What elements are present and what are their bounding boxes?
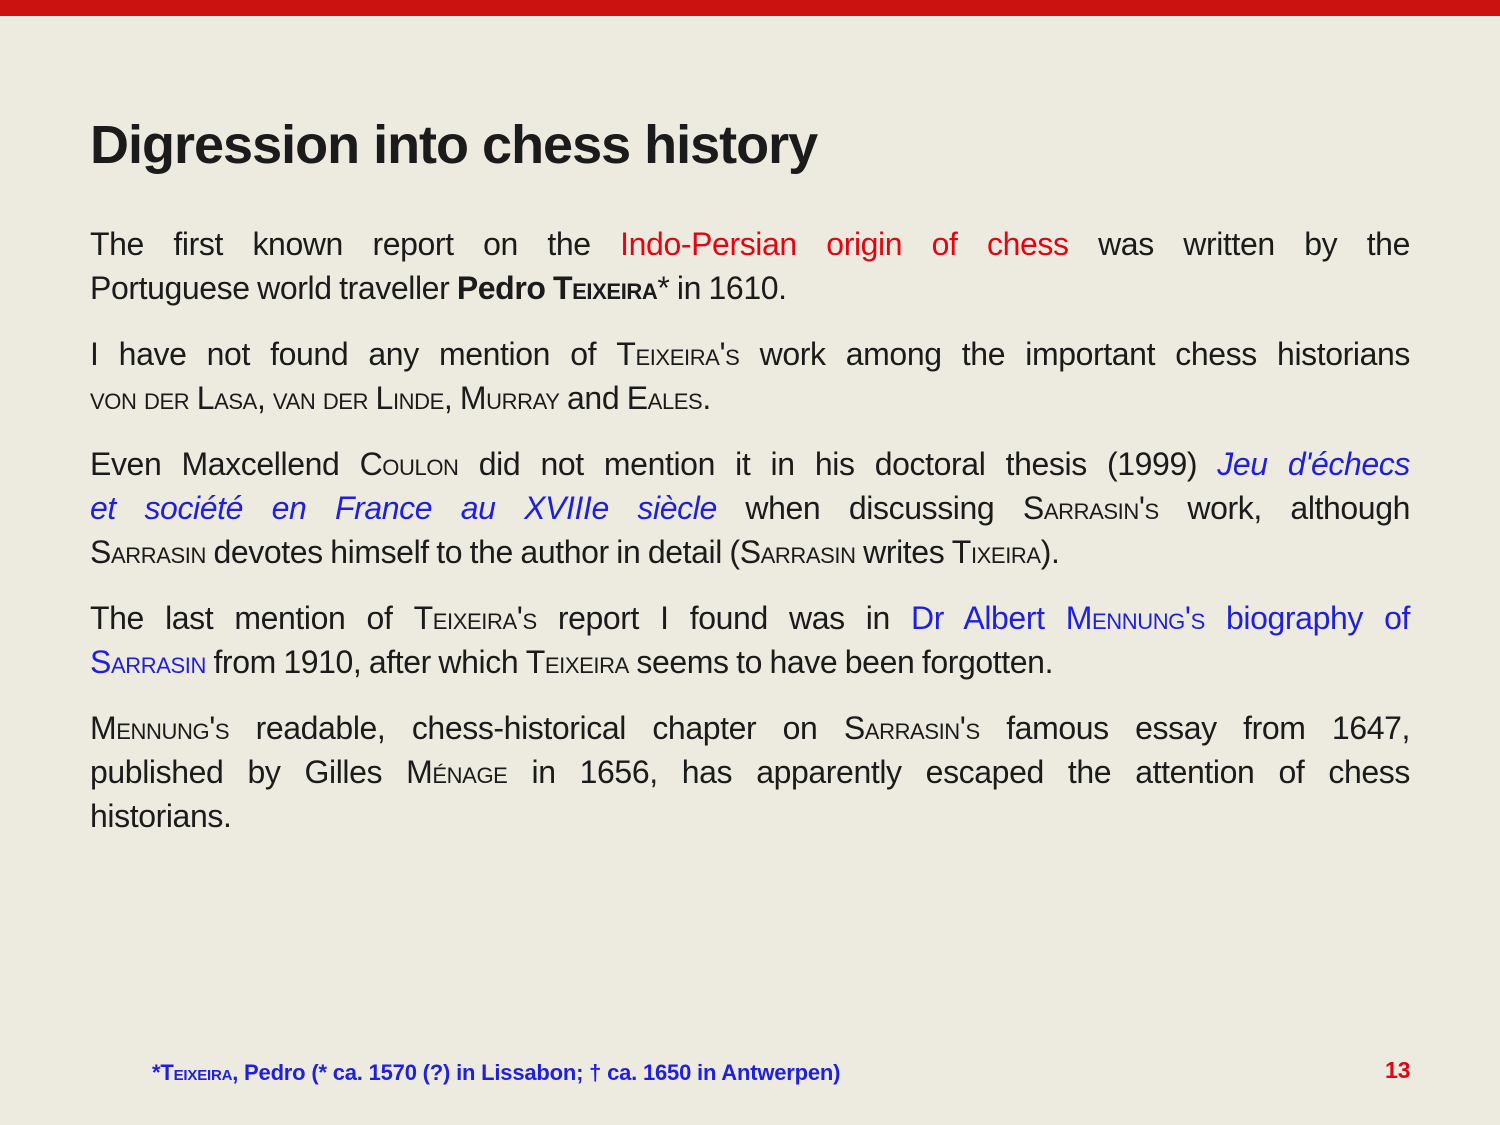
text-line (90, 222, 1410, 266)
text-segment: Portuguese world traveller (90, 270, 457, 306)
footnote (152, 1060, 840, 1086)
text-segment: Even Maxcellend (90, 446, 360, 482)
text-segment: Eales (626, 380, 703, 416)
text-line (90, 376, 1410, 420)
text-segment: Teixeira's (616, 336, 740, 372)
text-segment: , Pedro (* ca. 1570 (?) in Lissabon; † ca. 1650 in Antwerpen) (232, 1060, 841, 1085)
text-segment: biography of (1204, 600, 1410, 636)
text-segment: Teixeira (553, 270, 658, 306)
text-segment: was written by the (1068, 226, 1410, 262)
text-segment: The last mention of (90, 600, 414, 636)
text-segment: and (559, 380, 627, 416)
text-segment: ). (1040, 534, 1060, 570)
paragraph (90, 596, 1410, 684)
text-segment: Coulon (359, 446, 459, 482)
text-segment: historians. (90, 798, 232, 834)
text-line (90, 486, 1410, 530)
text-segment: Mennung's (90, 710, 230, 746)
text-segment: writes (855, 534, 952, 570)
text-segment: Sarrasin (90, 534, 206, 570)
text-segment: I have not found any mention of (90, 336, 617, 372)
text-segment: Teixeira's (413, 600, 537, 636)
text-segment: Teixeira (160, 1060, 233, 1085)
text-segment: von der Lasa (90, 380, 257, 416)
text-segment: * in 1610. (657, 270, 787, 306)
text-segment: report I found was in (536, 600, 912, 636)
text-line (90, 640, 1410, 684)
text-segment: Jeu d'échecs (1217, 446, 1410, 482)
text-segment: did not mention it in his doctoral thesis (1999) (458, 446, 1218, 482)
text-line (90, 266, 1410, 310)
text-segment: . (702, 380, 711, 416)
paragraph (90, 442, 1410, 574)
slide-body (90, 222, 1410, 860)
slide-title: Digression into chess history (90, 115, 818, 176)
paragraph (90, 706, 1410, 838)
text-segment: , (256, 380, 273, 416)
text-segment: Dr Albert (911, 600, 1066, 636)
text-segment: Murray (459, 380, 560, 416)
text-line (90, 530, 1410, 574)
text-line (90, 706, 1410, 750)
text-line (90, 750, 1410, 794)
text-segment: Teixeira (525, 644, 629, 680)
page-number: 13 (1385, 1057, 1411, 1083)
paragraph (90, 332, 1410, 420)
text-segment: van der Linde (272, 380, 444, 416)
text-segment: Indo-Persian origin of chess (620, 226, 1069, 262)
text-segment: Pedro (456, 270, 554, 306)
text-line (90, 596, 1410, 640)
text-segment: et société en France au XVIIIe siècle (90, 490, 717, 526)
text-segment: Sarrasin's (1022, 490, 1159, 526)
text-segment: published by Gilles (90, 754, 407, 790)
text-segment: from 1910, after which (205, 644, 526, 680)
text-segment: * (152, 1060, 161, 1085)
text-segment: devotes himself to the author in detail ( (205, 534, 740, 570)
text-segment: work among the important chess historians (739, 336, 1410, 372)
text-segment: Sarrasin (90, 644, 206, 680)
text-segment: Sarrasin (739, 534, 856, 570)
text-segment: famous essay from 1647, (979, 710, 1410, 746)
text-segment: Tixeira (951, 534, 1041, 570)
text-segment: readable, chess-historical chapter on (229, 710, 844, 746)
text-segment: , (443, 380, 460, 416)
text-segment: Mennung's (1065, 600, 1205, 636)
top-accent-bar (0, 0, 1500, 16)
text-segment: The first known report on the (90, 226, 621, 262)
text-line (90, 794, 1410, 838)
text-line (90, 332, 1410, 376)
text-segment: Sarrasin's (843, 710, 980, 746)
text-segment: Ménage (406, 754, 508, 790)
paragraph (90, 222, 1410, 310)
text-segment: work, although (1158, 490, 1411, 526)
text-segment: in 1656, has apparently escaped the attention of chess (507, 754, 1410, 790)
text-segment: seems to have been forgotten. (628, 644, 1054, 680)
text-segment: when discussing (716, 490, 1023, 526)
text-line (90, 442, 1410, 486)
